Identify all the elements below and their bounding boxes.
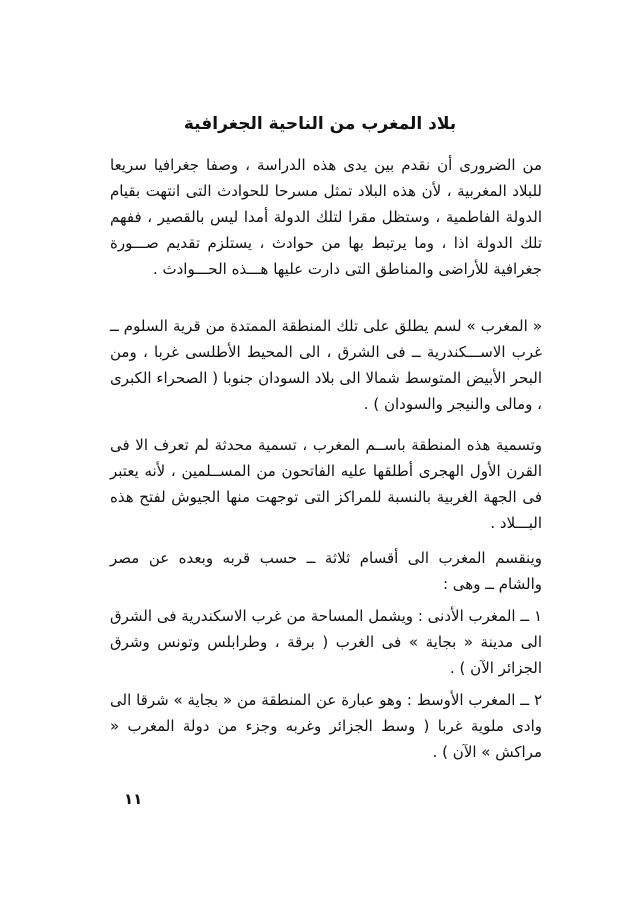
page-title: بلاد المغرب من الناحية الجغرافية [183, 114, 457, 134]
page-number: ١١ [124, 790, 143, 808]
paragraph-middle-maghrib: ٢ ــ المغرب الأوسط : وهو عبارة عن المنطقة من « بجاية » شرقا الى وادى ملوية غربا ( وسط الجزائر وغربه وجزء من دولة المغرب « مراكش » الآن ) . [110, 691, 542, 761]
paragraph-naming-origin: وتسمية هذه المنطقة باســم المغرب ، تسمية محدثة لم تعرف الا فى القرن الأول الهجرى أطلقها عليه الفاتحون من المســلمين ، لأنه يعتبر فى الجهة الغربية بالنسبة للمراكز التى توجهت منها الجيوش لفتح هذه البـــلاد . [110, 436, 542, 532]
paragraph-introduction: من الضرورى أن نقدم بين يدى هذه الدراسة ، وصفا جغرافيا سريعا للبلاد المغربية ، لأن هذه البلاد تمثل مسرحا للحوادث التى انتهت بقيام الدولة الفاطمية ، وستظل مقرا لتلك الدولة أمدا ليس بالقصير ، ففهم تلك الدولة اذا ، وما يرتبط بها من حوادث ، يستلزم تقديم صـــورة جغرافية للأراضى والمناطق التى دارت عليها هـــذه الحـــوادث . [110, 156, 542, 278]
paragraph-divisions-intro: وينقسم المغرب الى أقسام ثلاثة ــ حسب قربه وبعده عن مصر والشام ــ وهى : [110, 549, 542, 593]
paragraph-lower-maghrib: ١ ــ المغرب الأدنى : ويشمل المساحة من غرب الاسكندرية فى الشرق الى مدينة « بجاية » فى الغرب ( برقة ، وطرابلس وتونس وشرق الجزائر الآن ) . [110, 607, 542, 677]
paragraph-maghrib-definition: « المغرب » لسم يطلق على تلك المنطقة الممتدة من قرية السلوم ــ غرب الاســـكندرية ــ فى الشرق ، الى المحيط الأطلسى غربا ، ومن البحر الأبيض المتوسط شمالا الى بلاد السودان جنوبا ( الصحراء الكبرى ، ومالى والنيجر والسودان ) . [110, 317, 542, 413]
